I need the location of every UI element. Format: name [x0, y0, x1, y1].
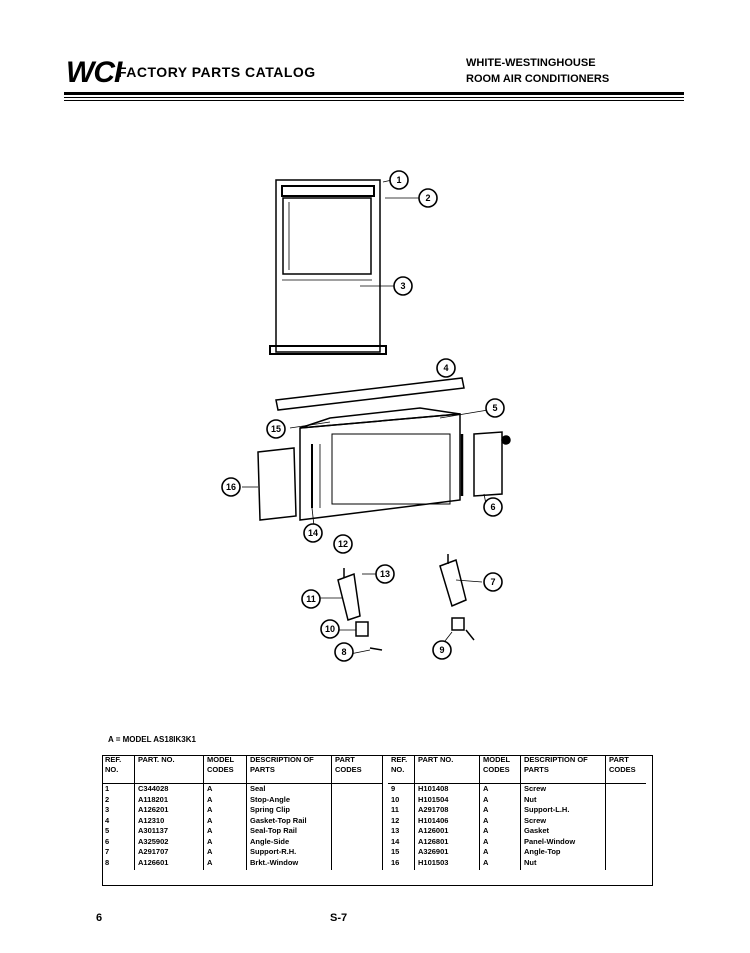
cell-part: A301137 — [135, 826, 204, 837]
cell-ref: 11 — [388, 805, 415, 816]
cell-ref: 9 — [388, 784, 415, 795]
cell-desc: Nut — [521, 795, 606, 806]
cell-model: A — [480, 837, 521, 848]
cell-part-code — [606, 784, 647, 795]
cell-ref: 12 — [388, 816, 415, 827]
table-row — [388, 837, 646, 848]
cell-part: A126801 — [415, 837, 480, 848]
cell-ref: 4 — [102, 816, 135, 827]
window-panel-shape — [276, 180, 380, 352]
cell-part: A126001 — [415, 826, 480, 837]
page-number: 6 — [96, 912, 103, 924]
cell-part-code — [606, 805, 647, 816]
callout-label: 6 — [490, 502, 496, 512]
brand-line-2: ROOM AIR CONDITIONERS — [466, 73, 610, 85]
cell-desc: Support-L.H. — [521, 805, 606, 816]
table-row — [102, 826, 383, 837]
cell-part-code — [606, 858, 647, 871]
brand-line-1: WHITE-WESTINGHOUSE — [466, 57, 596, 69]
cell-desc: Angle-Side — [247, 837, 332, 848]
table-row — [388, 805, 646, 816]
callout-label: 8 — [341, 647, 347, 657]
top-rail-shape — [276, 378, 464, 410]
cell-model: A — [480, 805, 521, 816]
cell-part: H101408 — [415, 784, 480, 795]
cell-part-code — [606, 795, 647, 806]
cell-part: A12310 — [135, 816, 204, 827]
brand-logo: WCI — [66, 56, 122, 89]
cell-part-code — [332, 826, 383, 837]
cell-desc: Screw — [521, 816, 606, 827]
left-support-shape — [338, 574, 360, 620]
cell-part-code — [332, 847, 383, 858]
callout-label: 11 — [306, 594, 316, 604]
cell-ref: 3 — [102, 805, 135, 816]
cell-ref: 5 — [102, 826, 135, 837]
cell-part-code — [606, 847, 647, 858]
table-row — [388, 784, 646, 795]
cell-desc: Screw — [521, 784, 606, 795]
cell-desc: Seal — [247, 784, 332, 795]
col-ref-no: REF. NO. — [102, 755, 135, 784]
cell-part-code — [332, 837, 383, 848]
table-row — [388, 816, 646, 827]
table-row — [102, 805, 383, 816]
cell-part-code — [332, 784, 383, 795]
model-note: A = MODEL AS18IK3K1 — [108, 735, 196, 744]
col-part-no: PART. NO. — [135, 755, 204, 784]
cell-desc: Support-R.H. — [247, 847, 332, 858]
callout-label: 15 — [270, 424, 282, 434]
callout-label: 7 — [490, 577, 496, 587]
table-row — [388, 826, 646, 837]
table-row — [102, 837, 383, 848]
cell-desc: Nut — [521, 858, 606, 871]
cell-ref: 14 — [388, 837, 415, 848]
cell-model: A — [204, 837, 247, 848]
left-panel-shape — [258, 448, 296, 520]
parts-table-right — [388, 755, 646, 870]
cell-model: A — [480, 784, 521, 795]
col-ref-no: REF. NO. — [388, 755, 415, 784]
cell-desc: Gasket — [521, 826, 606, 837]
cell-model: A — [480, 826, 521, 837]
cell-desc: Gasket-Top Rail — [247, 816, 332, 827]
cell-model: A — [204, 795, 247, 806]
table-row — [102, 847, 383, 858]
callout-label: 16 — [225, 482, 237, 492]
cell-ref: 6 — [102, 837, 135, 848]
col-part-codes: PART CODES — [332, 755, 383, 784]
cell-part: A126201 — [135, 805, 204, 816]
callout-label: 2 — [425, 193, 431, 203]
table-row — [388, 795, 646, 806]
cell-model: A — [480, 858, 521, 871]
callout-label: 4 — [443, 363, 449, 373]
cell-part: C344028 — [135, 784, 204, 795]
catalog-title: FACTORY PARTS CATALOG — [118, 64, 316, 80]
cell-desc: Stop-Angle — [247, 795, 332, 806]
cell-part: A291708 — [415, 805, 480, 816]
col-model-codes: MODEL CODES — [204, 755, 247, 784]
callout-label: 10 — [324, 624, 336, 634]
cell-model: A — [204, 826, 247, 837]
cell-model: A — [480, 847, 521, 858]
cell-desc: Seal-Top Rail — [247, 826, 332, 837]
cell-part: A325902 — [135, 837, 204, 848]
cell-part-code — [606, 837, 647, 848]
cell-desc: Spring Clip — [247, 805, 332, 816]
cell-part-code — [606, 826, 647, 837]
cell-part: A118201 — [135, 795, 204, 806]
cell-ref: 2 — [102, 795, 135, 806]
cell-model: A — [204, 816, 247, 827]
cell-part: A326901 — [415, 847, 480, 858]
cell-part: H101406 — [415, 816, 480, 827]
col-description: DESCRIPTION OF PARTS — [247, 755, 332, 784]
cell-ref: 10 — [388, 795, 415, 806]
cell-part: H101504 — [415, 795, 480, 806]
cell-desc: Panel-Window — [521, 837, 606, 848]
cell-desc: Brkt.-Window — [247, 858, 332, 871]
cell-ref: 15 — [388, 847, 415, 858]
cell-ref: 13 — [388, 826, 415, 837]
callout-label: 12 — [337, 539, 349, 549]
callout-label: 5 — [492, 403, 498, 413]
right-panel-shape — [474, 432, 502, 496]
col-model-codes: MODEL CODES — [480, 755, 521, 784]
col-description: DESCRIPTION OF PARTS — [521, 755, 606, 784]
cell-part: H101503 — [415, 858, 480, 871]
diagram-drawing — [242, 180, 510, 654]
cell-ref: 16 — [388, 858, 415, 871]
cell-ref: 7 — [102, 847, 135, 858]
cell-model: A — [204, 784, 247, 795]
cell-model: A — [480, 816, 521, 827]
table-row — [388, 847, 646, 858]
table-row — [102, 816, 383, 827]
cell-part-code — [606, 816, 647, 827]
callout-label: 9 — [439, 645, 445, 655]
table-row — [102, 795, 383, 806]
cell-part: A291707 — [135, 847, 204, 858]
cell-part-code — [332, 805, 383, 816]
cell-ref: 1 — [102, 784, 135, 795]
cell-ref: 8 — [102, 858, 135, 871]
table-row — [102, 858, 383, 871]
callout-label: 13 — [379, 569, 391, 579]
right-support-shape — [440, 560, 466, 606]
callout-label: 3 — [400, 281, 406, 291]
callout-label: 14 — [307, 528, 319, 538]
table-row — [102, 784, 383, 795]
col-part-no: PART NO. — [415, 755, 480, 784]
col-part-codes: PART CODES — [606, 755, 647, 784]
cell-model: A — [204, 858, 247, 871]
callout-group — [222, 171, 504, 661]
parts-table-left — [102, 755, 383, 870]
cell-model: A — [480, 795, 521, 806]
callout-label: 1 — [396, 175, 402, 185]
cell-part-code — [332, 795, 383, 806]
cell-model: A — [204, 805, 247, 816]
cell-model: A — [204, 847, 247, 858]
section-number: S-7 — [330, 912, 348, 924]
table-row — [388, 858, 646, 871]
cell-desc: Angle-Top — [521, 847, 606, 858]
cell-part-code — [332, 858, 383, 871]
cell-part-code — [332, 816, 383, 827]
cell-part: A126601 — [135, 858, 204, 871]
